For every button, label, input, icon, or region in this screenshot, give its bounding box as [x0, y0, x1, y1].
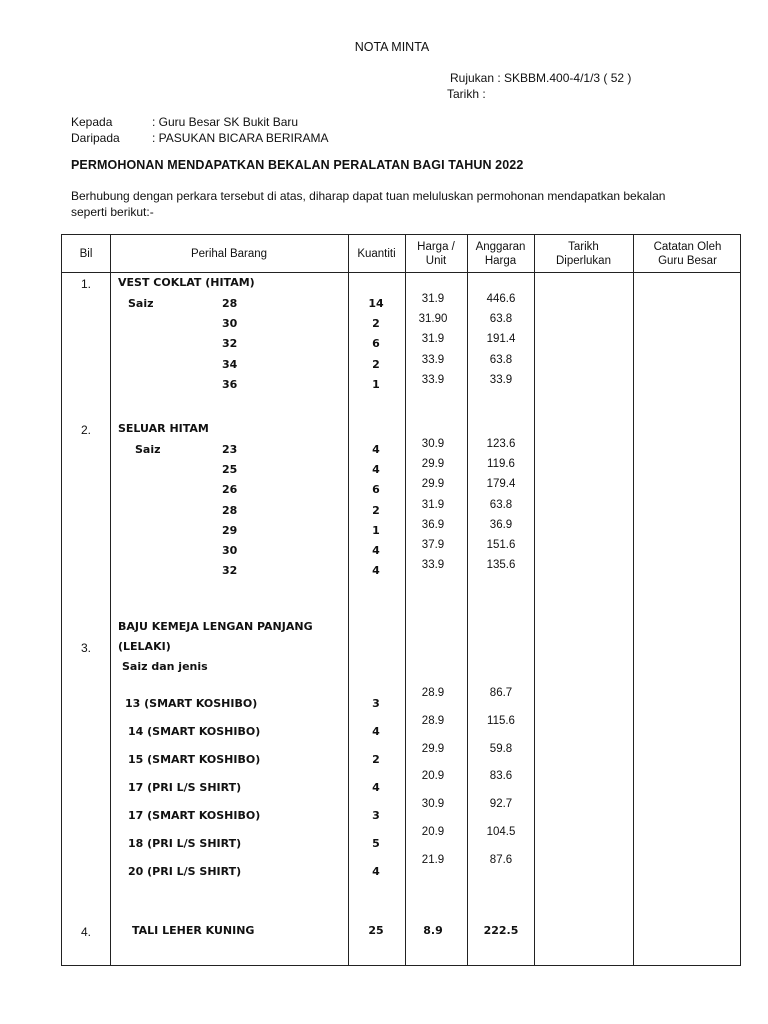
request-table: [61, 234, 741, 966]
quantity: 4: [372, 865, 380, 878]
header-perihal: Perihal Barang: [190, 247, 268, 260]
estimated-price: 63.8: [489, 498, 513, 511]
address-block: [71, 114, 329, 146]
unit-price: 36.9: [421, 518, 445, 531]
quantity: 5: [372, 837, 380, 850]
estimated-price: 151.6: [486, 539, 516, 551]
size-label: Saiz: [135, 443, 161, 456]
estimated-price: 119.6: [487, 458, 515, 471]
quantity: 4: [372, 564, 380, 578]
estimated-price: 104.5: [486, 826, 516, 838]
daripada-label: Daripada: [71, 131, 120, 145]
unit-price: 31.9: [421, 333, 445, 346]
size-value: 34: [222, 357, 238, 371]
size-value: 36: [222, 377, 238, 391]
estimated-price: 123.6: [486, 438, 516, 450]
size-type: 18 (PRI L/S SHIRT): [128, 837, 242, 850]
size-type: 17 (SMART KOSHIBO): [128, 809, 261, 822]
row-number: 4.: [80, 925, 91, 939]
daripada-value: : PASUKAN BICARA BERIRAMA: [152, 131, 329, 145]
quantity: 3: [372, 809, 380, 822]
size-type: 13 (SMART KOSHIBO): [125, 697, 258, 710]
size-value: 25: [222, 463, 238, 477]
quantity: 4: [372, 463, 380, 477]
estimated-price: 191.4: [486, 333, 516, 346]
estimated-price: 33.9: [489, 373, 513, 386]
estimated-price: 222.5: [483, 924, 519, 937]
quantity: 4: [372, 443, 380, 456]
row-number: 3.: [80, 641, 91, 655]
body-paragraph: Berhubung dengan perkara tersebut di atas, diharap dapat tuan meluluskan permohonan mendapatkan bekalan seperti berikut:-: [71, 189, 666, 219]
header-catatan: Catatan Oleh Guru Besar: [653, 240, 722, 267]
quantity: 25: [368, 924, 384, 937]
quantity: 6: [372, 337, 380, 351]
header-anggaran: Anggaran Harga: [475, 240, 526, 267]
quantity: 4: [372, 781, 380, 794]
size-value: 30: [222, 544, 238, 557]
unit-price: 37.9: [421, 539, 445, 551]
unit-price: 30.9: [421, 798, 445, 811]
size-value: 32: [222, 337, 238, 351]
unit-price: 31.9: [421, 293, 445, 305]
unit-price: 31.9: [421, 498, 445, 511]
quantity: 2: [372, 753, 380, 766]
unit-price: 28.9: [421, 714, 445, 727]
estimated-price: 115.6: [487, 714, 515, 727]
unit-price: 21.9: [421, 853, 445, 866]
estimated-price: 63.8: [489, 313, 513, 326]
estimated-price: 59.8: [489, 742, 513, 755]
size-value: 23: [222, 443, 238, 456]
quantity: 14: [368, 297, 384, 310]
unit-price: 31.90: [418, 313, 448, 326]
estimated-price: 179.4: [486, 478, 516, 491]
estimated-price: 92.7: [489, 798, 513, 811]
unit-price: 30.9: [421, 438, 445, 450]
quantity: 1: [372, 377, 380, 391]
size-value: 28: [222, 297, 238, 310]
document-title: NOTA MINTA: [354, 40, 430, 54]
row-number: 2.: [80, 423, 91, 437]
item-name: BAJU KEMEJA LENGAN PANJANG: [118, 620, 313, 633]
size-type: 17 (PRI L/S SHIRT): [128, 781, 242, 794]
item-name: TALI LEHER KUNING: [132, 924, 255, 937]
item-name: VEST COKLAT (HITAM): [118, 276, 255, 289]
rujukan: Rujukan : SKBBM.400-4/1/3 ( 52 ): [450, 71, 632, 85]
estimated-price: 86.7: [489, 687, 513, 699]
quantity: 1: [372, 523, 380, 537]
reference-block: [447, 70, 632, 102]
item-name-line2: (LELAKI): [118, 640, 171, 653]
header-tarikh: Tarikh Diperlukan: [556, 240, 611, 267]
subject-heading: PERMOHONAN MENDAPATKAN BEKALAN PERALATAN BAGI TAHUN 2022: [71, 158, 524, 172]
unit-price: 29.9: [421, 742, 445, 755]
quantity: 3: [372, 697, 380, 710]
size-value: 28: [222, 503, 238, 517]
size-label: Saiz: [128, 297, 154, 310]
estimated-price: 446.6: [486, 293, 516, 305]
size-value: 29: [222, 523, 238, 537]
kepada-label: Kepada: [71, 115, 113, 129]
size-value: 26: [222, 483, 238, 497]
quantity: 4: [372, 544, 380, 557]
unit-price: 20.9: [421, 826, 445, 838]
header-kuantiti: Kuantiti: [357, 247, 396, 260]
unit-price: 8.9: [423, 924, 443, 937]
size-type: 20 (PRI L/S SHIRT): [128, 865, 242, 878]
unit-price: 33.9: [421, 559, 445, 572]
size-value: 32: [222, 564, 238, 578]
unit-price: 33.9: [421, 353, 445, 366]
tarikh: Tarikh :: [447, 87, 486, 101]
estimated-price: 63.8: [489, 353, 513, 366]
unit-price: 33.9: [421, 373, 445, 386]
unit-price: 20.9: [421, 770, 445, 783]
quantity: 2: [372, 317, 380, 331]
quantity: 4: [372, 725, 380, 738]
unit-price: 28.9: [421, 687, 445, 699]
row-number: 1.: [80, 277, 91, 291]
size-value: 30: [222, 317, 238, 331]
unit-price: 29.9: [421, 478, 445, 491]
header-harga: Harga / Unit: [417, 240, 455, 267]
quantity: 2: [372, 357, 380, 371]
quantity: 6: [372, 483, 380, 497]
size-label: Saiz dan jenis: [122, 660, 208, 673]
quantity: 2: [372, 503, 380, 517]
size-type: 14 (SMART KOSHIBO): [128, 725, 261, 738]
estimated-price: 87.6: [489, 853, 513, 866]
estimated-price: 36.9: [489, 518, 513, 531]
item-name: SELUAR HITAM: [118, 422, 209, 435]
estimated-price: 135.6: [486, 559, 516, 572]
size-type: 15 (SMART KOSHIBO): [128, 753, 261, 766]
unit-price: 29.9: [421, 458, 445, 471]
header-bil: Bil: [79, 247, 93, 260]
kepada-value: : Guru Besar SK Bukit Baru: [152, 115, 299, 129]
estimated-price: 83.6: [489, 770, 513, 783]
